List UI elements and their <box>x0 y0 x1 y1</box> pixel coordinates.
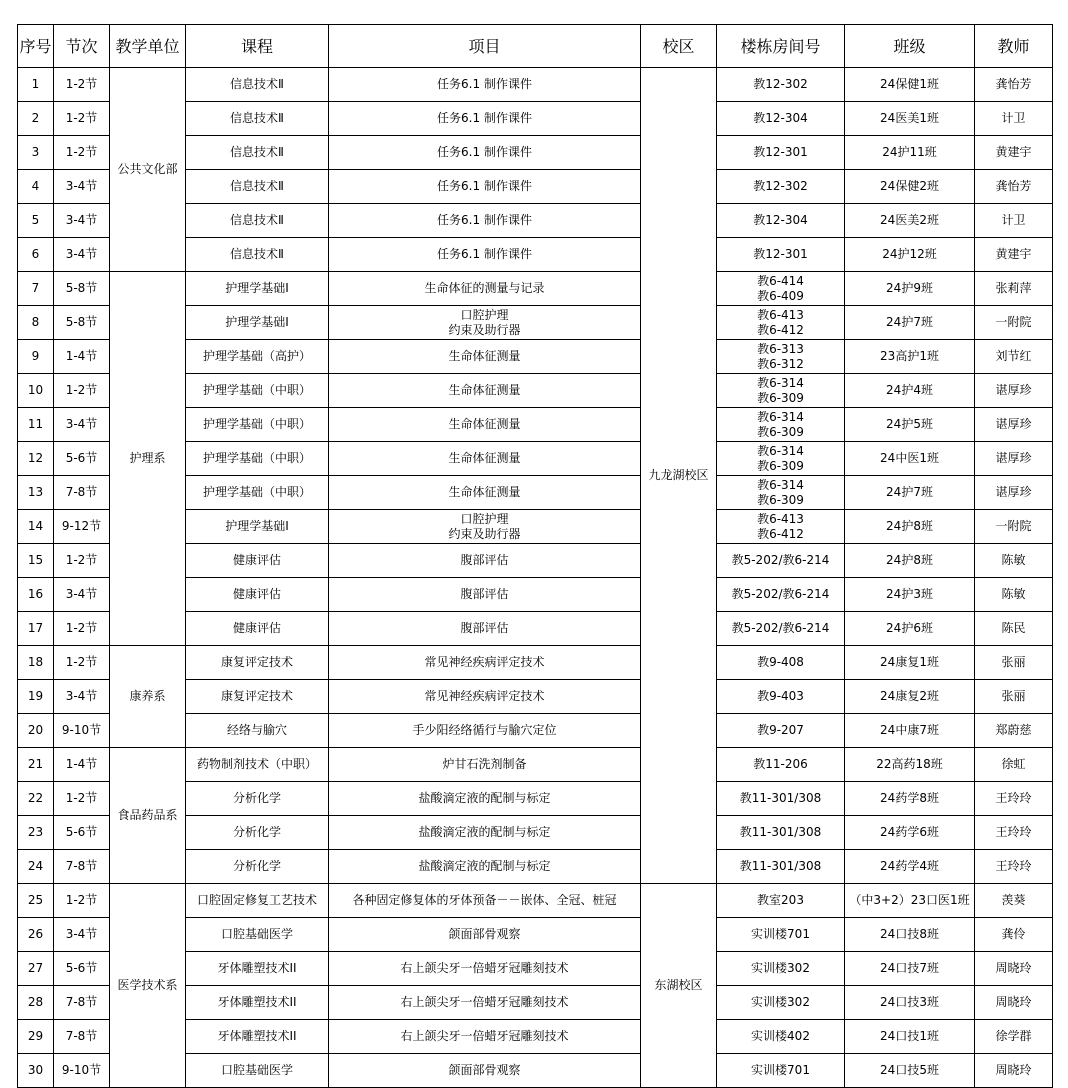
row-item: 任务6.1 制作课件 <box>329 102 641 136</box>
row-item: 腹部评估 <box>329 578 641 612</box>
row-no: 16 <box>18 578 54 612</box>
row-no: 18 <box>18 646 54 680</box>
header-period: 节次 <box>54 25 110 68</box>
row-class: 24医美1班 <box>845 102 975 136</box>
row-course: 健康评估 <box>186 578 329 612</box>
header-course: 课程 <box>186 25 329 68</box>
row-period: 9-10节 <box>54 714 110 748</box>
row-course: 康复评定技术 <box>186 680 329 714</box>
row-item: 盐酸滴定液的配制与标定 <box>329 816 641 850</box>
row-no: 15 <box>18 544 54 578</box>
row-item: 手少阳经络循行与腧穴定位 <box>329 714 641 748</box>
header-teacher: 教师 <box>975 25 1053 68</box>
row-room: 教12-302 <box>717 68 845 102</box>
row-class: 24口技1班 <box>845 1020 975 1054</box>
row-period: 1-4节 <box>54 340 110 374</box>
row-room: 教5-202/教6-214 <box>717 578 845 612</box>
header-department: 教学单位 <box>110 25 186 68</box>
row-item: 右上颌尖牙一倍蜡牙冠雕刻技术 <box>329 952 641 986</box>
row-period: 3-4节 <box>54 680 110 714</box>
row-teacher: 徐学群 <box>975 1020 1053 1054</box>
row-course: 经络与腧穴 <box>186 714 329 748</box>
department-cell: 康养系 <box>110 646 186 748</box>
schedule-table <box>17 24 1053 1088</box>
row-item: 生命体征测量 <box>329 374 641 408</box>
row-no: 20 <box>18 714 54 748</box>
row-class: （中3+2）23口医1班 <box>845 884 975 918</box>
row-no: 27 <box>18 952 54 986</box>
row-no: 6 <box>18 238 54 272</box>
campus-cell: 东湖校区 <box>641 884 717 1088</box>
row-teacher: 龚怡芳 <box>975 170 1053 204</box>
header-row <box>18 25 1053 68</box>
row-room: 教11-301/308 <box>717 816 845 850</box>
row-course: 分析化学 <box>186 850 329 884</box>
row-room: 实训楼701 <box>717 1054 845 1088</box>
schedule-body <box>18 68 1053 1088</box>
row-no: 1 <box>18 68 54 102</box>
row-period: 9-10节 <box>54 1054 110 1088</box>
row-class: 24护8班 <box>845 510 975 544</box>
row-teacher: 周晓玲 <box>975 952 1053 986</box>
department-cell: 公共文化部 <box>110 68 186 272</box>
row-course: 信息技术Ⅱ <box>186 170 329 204</box>
row-period: 7-8节 <box>54 850 110 884</box>
row-course: 信息技术Ⅱ <box>186 102 329 136</box>
row-class: 24护12班 <box>845 238 975 272</box>
row-class: 24护8班 <box>845 544 975 578</box>
row-class: 24护11班 <box>845 136 975 170</box>
row-period: 5-6节 <box>54 952 110 986</box>
row-class: 24护7班 <box>845 306 975 340</box>
row-room: 教9-408 <box>717 646 845 680</box>
row-teacher: 徐虹 <box>975 748 1053 782</box>
row-period: 1-2节 <box>54 884 110 918</box>
row-course: 口腔基础医学 <box>186 918 329 952</box>
row-course: 康复评定技术 <box>186 646 329 680</box>
row-period: 5-8节 <box>54 306 110 340</box>
row-course: 分析化学 <box>186 816 329 850</box>
row-room: 教6-313 教6-312 <box>717 340 845 374</box>
row-course: 护理学基础（高护） <box>186 340 329 374</box>
row-period: 7-8节 <box>54 1020 110 1054</box>
row-teacher: 一附院 <box>975 306 1053 340</box>
row-no: 13 <box>18 476 54 510</box>
row-no: 29 <box>18 1020 54 1054</box>
row-no: 14 <box>18 510 54 544</box>
row-room: 教11-301/308 <box>717 782 845 816</box>
table-row <box>18 748 1053 782</box>
row-item: 任务6.1 制作课件 <box>329 238 641 272</box>
row-room: 实训楼701 <box>717 918 845 952</box>
row-no: 8 <box>18 306 54 340</box>
row-no: 19 <box>18 680 54 714</box>
row-item: 生命体征测量 <box>329 408 641 442</box>
row-class: 24药学8班 <box>845 782 975 816</box>
row-class: 24护9班 <box>845 272 975 306</box>
header-item: 项目 <box>329 25 641 68</box>
row-teacher: 龚怡芳 <box>975 68 1053 102</box>
row-teacher: 龚伶 <box>975 918 1053 952</box>
row-no: 5 <box>18 204 54 238</box>
row-course: 口腔固定修复工艺技术 <box>186 884 329 918</box>
row-period: 5-8节 <box>54 272 110 306</box>
row-room: 教室203 <box>717 884 845 918</box>
row-course: 护理学基础I <box>186 272 329 306</box>
row-course: 药物制剂技术（中职） <box>186 748 329 782</box>
table-row <box>18 884 1053 918</box>
row-class: 24保健1班 <box>845 68 975 102</box>
row-item: 腹部评估 <box>329 612 641 646</box>
row-class: 24药学6班 <box>845 816 975 850</box>
row-teacher: 刘节红 <box>975 340 1053 374</box>
row-course: 健康评估 <box>186 544 329 578</box>
row-course: 护理学基础（中职） <box>186 476 329 510</box>
row-course: 护理学基础（中职） <box>186 408 329 442</box>
row-class: 24中康7班 <box>845 714 975 748</box>
row-class: 24康复2班 <box>845 680 975 714</box>
row-class: 24口技8班 <box>845 918 975 952</box>
row-item: 盐酸滴定液的配制与标定 <box>329 782 641 816</box>
row-item: 生命体征测量 <box>329 476 641 510</box>
row-item: 炉甘石洗剂制备 <box>329 748 641 782</box>
row-course: 口腔基础医学 <box>186 1054 329 1088</box>
row-item: 右上颌尖牙一倍蜡牙冠雕刻技术 <box>329 986 641 1020</box>
department-cell: 食品药品系 <box>110 748 186 884</box>
row-room: 教5-202/教6-214 <box>717 612 845 646</box>
row-period: 3-4节 <box>54 408 110 442</box>
row-room: 教11-301/308 <box>717 850 845 884</box>
row-period: 1-2节 <box>54 646 110 680</box>
row-room: 教12-304 <box>717 102 845 136</box>
row-item: 任务6.1 制作课件 <box>329 170 641 204</box>
row-teacher: 周晓玲 <box>975 1054 1053 1088</box>
row-room: 教9-403 <box>717 680 845 714</box>
row-period: 5-6节 <box>54 816 110 850</box>
row-class: 24护4班 <box>845 374 975 408</box>
row-teacher: 一附院 <box>975 510 1053 544</box>
row-item: 生命体征测量 <box>329 340 641 374</box>
row-period: 1-4节 <box>54 748 110 782</box>
row-class: 24保健2班 <box>845 170 975 204</box>
row-teacher: 郑蔚慈 <box>975 714 1053 748</box>
department-cell: 医学技术系 <box>110 884 186 1088</box>
row-teacher: 羡葵 <box>975 884 1053 918</box>
row-no: 28 <box>18 986 54 1020</box>
row-item: 盐酸滴定液的配制与标定 <box>329 850 641 884</box>
row-teacher: 谌厚珍 <box>975 374 1053 408</box>
row-class: 24护3班 <box>845 578 975 612</box>
row-item: 腹部评估 <box>329 544 641 578</box>
row-teacher: 谌厚珍 <box>975 408 1053 442</box>
header-no: 序号 <box>18 25 54 68</box>
row-teacher: 王玲玲 <box>975 850 1053 884</box>
row-no: 11 <box>18 408 54 442</box>
row-item: 任务6.1 制作课件 <box>329 68 641 102</box>
row-course: 护理学基础I <box>186 306 329 340</box>
row-item: 生命体征测量 <box>329 442 641 476</box>
row-no: 26 <box>18 918 54 952</box>
row-item: 口腔护理 约束及助行器 <box>329 510 641 544</box>
row-period: 9-12节 <box>54 510 110 544</box>
row-teacher: 张丽 <box>975 646 1053 680</box>
row-class: 24中医1班 <box>845 442 975 476</box>
row-period: 1-2节 <box>54 68 110 102</box>
row-room: 教6-413 教6-412 <box>717 510 845 544</box>
row-class: 24康复1班 <box>845 646 975 680</box>
row-class: 22高药18班 <box>845 748 975 782</box>
row-no: 9 <box>18 340 54 374</box>
row-teacher: 周晓玲 <box>975 986 1053 1020</box>
row-class: 24药学4班 <box>845 850 975 884</box>
row-no: 3 <box>18 136 54 170</box>
row-no: 17 <box>18 612 54 646</box>
row-teacher: 陈民 <box>975 612 1053 646</box>
row-period: 1-2节 <box>54 136 110 170</box>
row-class: 24口技5班 <box>845 1054 975 1088</box>
row-course: 牙体雕塑技术II <box>186 952 329 986</box>
row-room: 教12-302 <box>717 170 845 204</box>
row-period: 1-2节 <box>54 374 110 408</box>
row-no: 2 <box>18 102 54 136</box>
row-class: 24医美2班 <box>845 204 975 238</box>
row-teacher: 陈敏 <box>975 544 1053 578</box>
header-class: 班级 <box>845 25 975 68</box>
row-period: 3-4节 <box>54 204 110 238</box>
row-no: 23 <box>18 816 54 850</box>
header-campus: 校区 <box>641 25 717 68</box>
row-room: 实训楼302 <box>717 952 845 986</box>
row-class: 24护6班 <box>845 612 975 646</box>
campus-cell: 九龙湖校区 <box>641 68 717 884</box>
row-item: 常见神经疾病评定技术 <box>329 646 641 680</box>
row-room: 教6-314 教6-309 <box>717 476 845 510</box>
row-room: 教6-413 教6-412 <box>717 306 845 340</box>
row-no: 25 <box>18 884 54 918</box>
row-period: 5-6节 <box>54 442 110 476</box>
row-class: 24护7班 <box>845 476 975 510</box>
row-item: 常见神经疾病评定技术 <box>329 680 641 714</box>
row-period: 3-4节 <box>54 238 110 272</box>
row-room: 教6-414 教6-409 <box>717 272 845 306</box>
row-teacher: 黄建宇 <box>975 238 1053 272</box>
header-room: 楼栋房间号 <box>717 25 845 68</box>
row-item: 颌面部骨观察 <box>329 918 641 952</box>
row-teacher: 王玲玲 <box>975 816 1053 850</box>
row-teacher: 谌厚珍 <box>975 476 1053 510</box>
row-period: 7-8节 <box>54 476 110 510</box>
table-row <box>18 646 1053 680</box>
row-period: 7-8节 <box>54 986 110 1020</box>
row-room: 教12-301 <box>717 238 845 272</box>
row-item: 颌面部骨观察 <box>329 1054 641 1088</box>
row-period: 3-4节 <box>54 170 110 204</box>
row-period: 3-4节 <box>54 918 110 952</box>
row-teacher: 张丽 <box>975 680 1053 714</box>
row-period: 3-4节 <box>54 578 110 612</box>
row-course: 护理学基础I <box>186 510 329 544</box>
row-course: 信息技术Ⅱ <box>186 136 329 170</box>
row-teacher: 谌厚珍 <box>975 442 1053 476</box>
row-period: 1-2节 <box>54 782 110 816</box>
row-teacher: 黄建宇 <box>975 136 1053 170</box>
row-room: 教12-304 <box>717 204 845 238</box>
row-no: 21 <box>18 748 54 782</box>
table-row <box>18 272 1053 306</box>
row-no: 4 <box>18 170 54 204</box>
row-no: 12 <box>18 442 54 476</box>
row-class: 24护5班 <box>845 408 975 442</box>
row-no: 30 <box>18 1054 54 1088</box>
row-room: 教6-314 教6-309 <box>717 374 845 408</box>
row-class: 24口技7班 <box>845 952 975 986</box>
row-course: 牙体雕塑技术II <box>186 1020 329 1054</box>
row-course: 分析化学 <box>186 782 329 816</box>
row-no: 7 <box>18 272 54 306</box>
row-room: 实训楼302 <box>717 986 845 1020</box>
row-teacher: 计卫 <box>975 102 1053 136</box>
row-room: 教6-314 教6-309 <box>717 442 845 476</box>
row-course: 护理学基础（中职） <box>186 374 329 408</box>
row-item: 口腔护理 约束及助行器 <box>329 306 641 340</box>
row-course: 护理学基础（中职） <box>186 442 329 476</box>
row-item: 任务6.1 制作课件 <box>329 136 641 170</box>
row-teacher: 计卫 <box>975 204 1053 238</box>
row-no: 24 <box>18 850 54 884</box>
row-period: 1-2节 <box>54 612 110 646</box>
row-item: 右上颌尖牙一倍蜡牙冠雕刻技术 <box>329 1020 641 1054</box>
row-course: 健康评估 <box>186 612 329 646</box>
row-teacher: 张莉萍 <box>975 272 1053 306</box>
row-course: 牙体雕塑技术II <box>186 986 329 1020</box>
row-class: 23高护1班 <box>845 340 975 374</box>
row-course: 信息技术Ⅱ <box>186 238 329 272</box>
row-item: 生命体征的测量与记录 <box>329 272 641 306</box>
department-cell: 护理系 <box>110 272 186 646</box>
row-course: 信息技术Ⅱ <box>186 68 329 102</box>
row-course: 信息技术Ⅱ <box>186 204 329 238</box>
row-teacher: 陈敏 <box>975 578 1053 612</box>
row-room: 教6-314 教6-309 <box>717 408 845 442</box>
row-item: 任务6.1 制作课件 <box>329 204 641 238</box>
row-period: 1-2节 <box>54 544 110 578</box>
row-room: 教5-202/教6-214 <box>717 544 845 578</box>
row-room: 实训楼402 <box>717 1020 845 1054</box>
row-period: 1-2节 <box>54 102 110 136</box>
row-no: 10 <box>18 374 54 408</box>
row-class: 24口技3班 <box>845 986 975 1020</box>
row-item: 各种固定修复体的牙体预备－－嵌体、全冠、桩冠 <box>329 884 641 918</box>
table-row <box>18 68 1053 102</box>
row-teacher: 王玲玲 <box>975 782 1053 816</box>
row-no: 22 <box>18 782 54 816</box>
row-room: 教12-301 <box>717 136 845 170</box>
row-room: 教11-206 <box>717 748 845 782</box>
row-room: 教9-207 <box>717 714 845 748</box>
